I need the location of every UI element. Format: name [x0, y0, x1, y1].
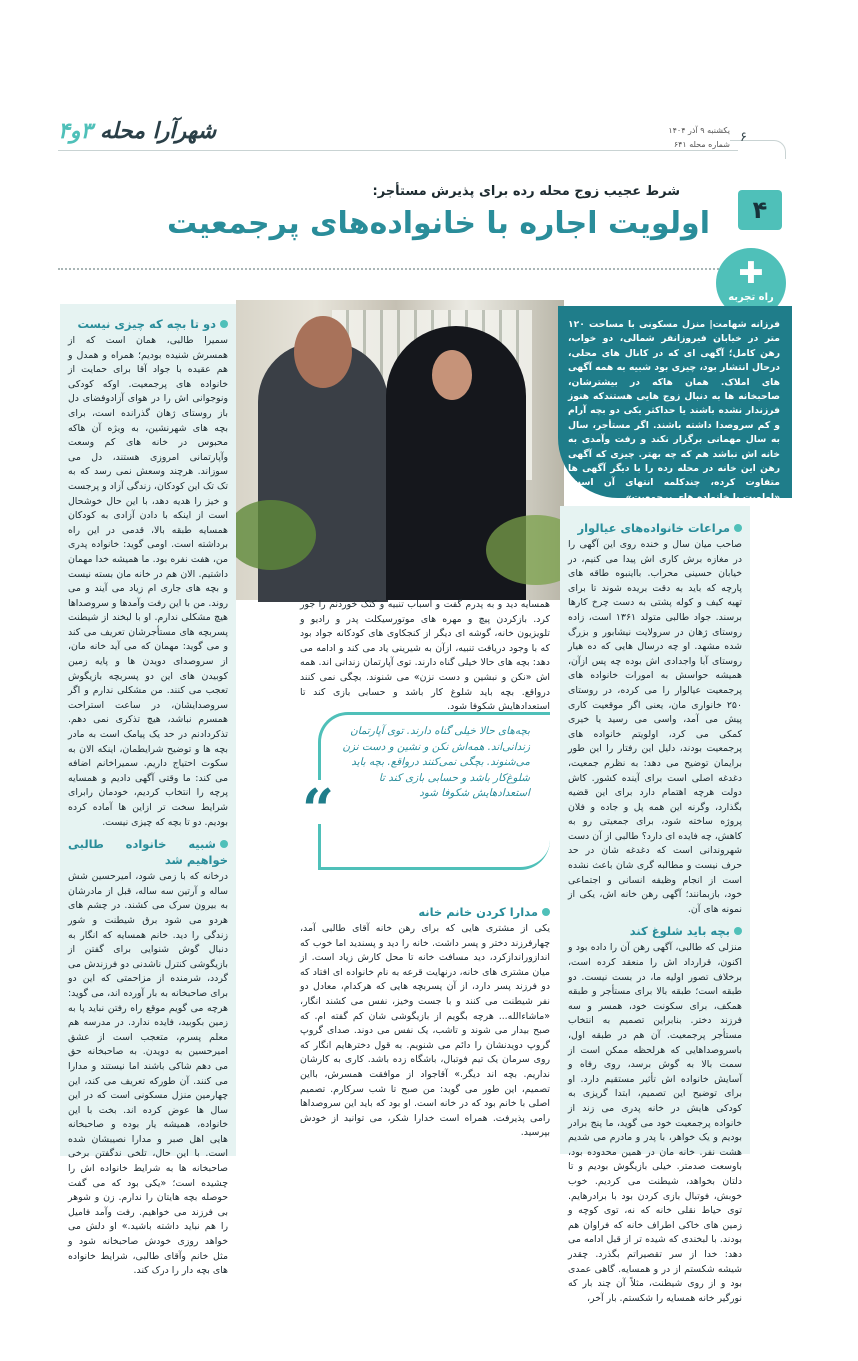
- intro-text: فرزانه شهامت| منزل مسکونی با مساحت ۱۲۰ متر در خیابان فیروزانفر شمالی، دو خواب، رهن کامل؛ آگهی ای که در کانال های محلی، درحال انتشار بود، چیزی بود شبیه به همه آگهی های املاک. همان هاکه در بیشترشان، صاحبخانه ها به دنبال زوج هایی هستندکه هنوز فرزندار نشده باشند یا حداکثر یکی دو بچه آرام و کم سروصدا داشته باشند. اگر مستأجر، سال به سال مهمانی برگزار نکند و رفت وآمدی به خانه اش نباشد هم که چه بهتر. چیزی که آگهی رهن این خانه در محله رده را با دیگر آگهی ها متفاوت کرده، چندکلمه انتهای آن است: «اولویت با خانواده های پرجمعیت».: [568, 319, 780, 503]
- header-corner-frame: [730, 140, 786, 159]
- date-line: یکشنبه ۹ آذر ۱۴۰۴: [668, 126, 730, 135]
- article-number-badge: ۴: [738, 190, 782, 230]
- intro-box: [558, 306, 792, 503]
- paragraph-mid-1: همسایه دید و به پدرم گفت و اسباب تنبیه و کتک خوردنم را جور کرد. بازکردن پیچ و مهره های موتورسیکلت پدر و رادیو و تلویزیون خانه، گوشه ای دیگر از کنجکاوی های کودکانه جواد بود که با وجود دریافت تنبیه، ازآن به شیرینی یاد می کند و ادامه می دهد: بچه های حالا خیلی گناه دارند. توی آپارتمان زندانی اند. همه اش «نکن و نبشین و دست نزن» می شنوند. بچگی نمی کنند درواقع. بچه باید شلوغ کار باشد و حسابی بازی کند تا استعدادهایش شکوفا شود.: [300, 599, 550, 713]
- paragraph-left-1: سمیرا طالبی، همان است که از همسرش شنیده بودیم؛ همراه و همدل و هم عقیده با جواد آقا برای حمایت از خانواده های پرجمعیت. اوکه کودکی ونوجوانی اش را در هوای آزادوفضای دل باز روستای ژهان گذرانده است، برای بچه های شهرنشین، به ویژه آن هاکه محبوس در خانه های کم وسعت وآپارتمانی امروزی هستند، دل می سوزاند. هرچند وسعش نمی رسد که به تک تک این کودکان، زندگی آزاد و پرجست و خیز را هدیه دهد، با این حال خوشحال است از اینکه با دادن آزادی به کودکان همسایه طبقه بالا، قدمی در این راه برداشته است. اومی گوید: خانواده پدری من، هفت نفره بود. ما همیشه خدا مهمان داشتیم. الان هم در خانه مان بسته نیست و بچه های جاری ام زیاد می آیند و می روند. من با این رفت وآمدها و سروصداها هیچ مشکلی ندارم. او با لبخند از شیطنت پسربچه های مستأجرشان تعریف می کند و می گوید: مهمان که می آید خانه مان، از سروصدای دویدن ها و پایه زمین کوبیدن های این دو پسربچه بازیگوش تعجب می کنند. من مشکلی ندارم و اگر سروصدایشان، در ساعت استراحت همسرم نباشد، هیچ تذکری نمی دهم. تذکردادنم در حد یک پیامک است به مادر بچه ها و توضیح شرایطمان، اینکه الان به سکوت احتیاج داریم. سمیراخانم اضافه می کند: ما وقتی آگهی دادیم و همسایه پرچه را انتخاب کردیم، خودمان رابرای شرایط سخت تر ازاین ها آماده کرده بودیم. دو تا بچه که چیزی نیست.: [68, 335, 228, 828]
- issue-line: شماره محله ۶۴۱: [673, 140, 730, 149]
- header-rule: [58, 150, 738, 151]
- masthead-number: ۳و۴: [58, 118, 93, 144]
- bullet-icon: [734, 927, 742, 935]
- pull-quote: بچه‌های حالا خیلی گناه دارند. توی آپارتمان زندانی‌اند. همه‌اش نکن و نشین و دست نزن می‌شنوند. بچگی نمی‌کنند درواقع. بچه باید شلوغ‌کار باشد و حسابی بازی کند تا استعدادهایش شکوفا شود: [342, 725, 530, 800]
- puzzle-icon: ✚: [738, 256, 764, 291]
- heading-left-1: دو تا بچه که چیزی نیست: [68, 316, 228, 332]
- couple-photo: [236, 300, 564, 600]
- heading-right-2: بچه باید شلوغ کند: [568, 923, 742, 939]
- heading-mid-1: مدارا کردن خانم خانه: [300, 904, 550, 920]
- heading-right-1: مراعات خانواده‌های عیالوار: [568, 520, 742, 536]
- paragraph-left-2: درخانه که با زمی شود، امیرحسین شش ساله و آرتین سه ساله، قبل از مادرشان به بیرون سرک می کشند. در چشم های هردو می شود برق شیطنت و شور زندگی را دید. خانم همسایه که انگار به دنبال گوش شنوایی برای گفتن از بازیگوشی کنترل ناشدنی دو فرزندش می گردد، شرمنده از مزاحمتی که این دو برای صاحبخانه به بار آورده اند، می گوید: هرچه می گویم موقع راه رفتن نباید پا به زمین بکوبید، فایده ندارد. در مدرسه هم معلم پسرم، متعجب است از عشق امیرحسین به دویدن. به صاحبخانه حق می دهم شاکی باشند اما نیستند و مدارا می کنند. آن طورکه تعریف می کند، این چهارمین منزل مسکونی است که در این سال ها عوض کرده اند. بخت با این خانواده، همیشه یار بوده و صاحبخانه هایی اهل صبر و مدارا نصیبشان شده است. با این حال، تلخی ندگفتن برخی صاحبخانه ها به شرایط خانواده اش را چشیده است؛ «یکی بود که می گفت حوصله بچه هایتان را ندارم. زن و شوهر بی فرزند می خواهیم. رفت وآمد فامیل را هم نباید داشته باشید.» او دلش می خواهد روزی خودش صاحبخانه شود و مثل خانم وآقای طالبی، شرایط خانواده های بچه دار را درک کند.: [68, 871, 228, 1277]
- date-block: [640, 124, 730, 152]
- bullet-icon: [542, 908, 550, 916]
- quote-mark-icon: “: [296, 780, 340, 824]
- paragraph-mid-2: یکی از مشتری هایی که برای رهن خانه آقای طالبی آمد، چهارفرزند دختر و پسر داشت. خانه را دید و پسندید اما خوب که اندازوراندازکرد، دید مسافت خانه تا محل کارش زیاد است. از میان مشتری های خانه، درنهایت قرعه به نام خانواده ای افتاد که دو فرزند پسر دارد، از آن پسربچه هایی که هرکدام، معادل دو نفر شیطنت می کنند و با جست وخیز، نفس می کشند انگار، «ماشاءالله... هرچه بگویم از بازیگوشی شان کم گفته ام. که صبح بیدار می شوند و تاشب، یک نفس می دوند. صدای گروپ گروپ دویدنشان را دائم می شنویم. به قول دخترهایم انگار که روی سرمان یک تیم فوتبال، باشگاه زده باشد. کاری به کارشان نداریم. بچه اند دیگر.» آقاجواد از موافقت همسرش، بااین تصمیم، این طور می گوید: من صبح تا شب سرکارم. تصمیم اصلی با خانم بود که در خانه است. او بود که باید این سروصداها رامی پذیرفت. همراه است خدارا شکر، می توانید از خودش بپرسید.: [300, 923, 550, 1139]
- heading-left-2: شبیه خانواده طالبی خواهیم شد: [68, 837, 228, 868]
- bullet-icon: [734, 524, 742, 532]
- paragraph-right-1: صاحب میان سال و خنده روی این آگهی را در مغازه برش کاری اش پیدا می کنیم، در خیابان حسینی محراب. بااینبوه طاقه های پارچه که باید به دقت بریده شوند تا برای تهیه کیف و کوله پشتی به دست چرخ کارها برسند. جواد طالبی متولد ۱۳۶۱ است، زاده روستای ژهان در سرولایت نیشابور و بزرگ شده مشهد. او چه درسال هایی که ده هیار روستای آبا واجدادی اش بوده چه پس ازآن، همیشه حواسش به امورات خانواده های پرجمعیت عیالوار را می کرده، در روستای ۲۵۰ خانواری مان، یعنی اگر موقعیت کاری پیش می آمد، واسی می رسید یا خیری کمکی می کرد، اولویتم خانواده های پرجمعیت بودند، دلیل این رفتار را این طور برایمان توضیح می دهد: به نظرم جمعیت، دغدغه اصلی است برای آینده کشور. کاش دولت هرچه اهتمام دارد برای این قضیه بگذارد، وگرنه این همه پل و جاده و فلان پروژه ساخته شود، برای جمعیتی رو به کاهش، چه فایده ای دارد؟ طالبی از آن دست شهروندانی است که دغدغه شان در حد حرف نیست و مطالبه گری شان باعث نشده است از انجام وظیفه انسانی و اجتماعی خود، بازبمانند؛ آگهی رهن خانه اش، یکی از نمونه های آن.: [568, 539, 743, 915]
- article-title: اولویت اجاره با خانواده‌های پرجمعیت: [167, 206, 710, 241]
- left-column: [60, 304, 236, 1277]
- bullet-icon: [220, 840, 228, 848]
- paragraph-right-2: منزلی که طالبی، آگهی رهن آن را داده بود و اکنون، قرارداد اش را منعقد کرده است، برخلاف تصور اولیه ما، در بست نیست. دو طبقه است؛ طبقه بالا برای مستأجر و طبقه همکف، برای سکونت خود، همسر و سه فرزند دختر. بنابراین تصمیم به انتخاب مستأجر پرجمعیت. آن هم در طبقه اول، باسروصداهایی که هرلحظه ممکن است از سمت بالا به گوش برسد، روی رفاه و آسایش خانواده اش تأثیر مستقیم دارد. او برای توضیح این تصمیم، ابتدا گریزی به کودکی هایش در خانه پدری می زند از خانواده پرجمعیت خود می گوید، ما پنج برادر بودیم و یک خواهر، با پدر و مادرم می شدیم هشت نفر. خانه مان در همین محدوده بود، باوسعت صدمتر. خیلی بازیگوش بودیم و تا دلتان بخواهد، شیطنت می کردیم. خوب خوبش، فوتبال بازی کردن بود با برادرهایم. توی حیاط نقلی خانه که نه، توی کوچه و زمین های خاکی اطراف خانه که فراوان هم بودند. با لبخندی که شیده تر از قبل ادامه می دهد: خدا از سر تقصیراتم بگذرد. چقدر شیشه شکستم از در و همسایه. گاهی عمدی بود و از روی شیطنت، مثلاً آن چند بار که نورگیر خانه همسایه را شکستم. بار آخر،: [568, 942, 742, 1304]
- page-number: ۶: [740, 130, 747, 145]
- dotted-divider: [58, 268, 738, 270]
- bullet-icon: [220, 320, 228, 328]
- masthead-title: شهرآرا محله: [99, 118, 217, 144]
- masthead: [58, 118, 216, 144]
- article-subtitle: شرط عجیب زوج محله رده برای پذیرش مستأجر:: [372, 184, 680, 199]
- middle-column-bottom: [300, 898, 550, 1158]
- right-column: [560, 506, 750, 1304]
- section-label: راه تجربه: [728, 292, 774, 303]
- middle-column-top: [300, 598, 550, 713]
